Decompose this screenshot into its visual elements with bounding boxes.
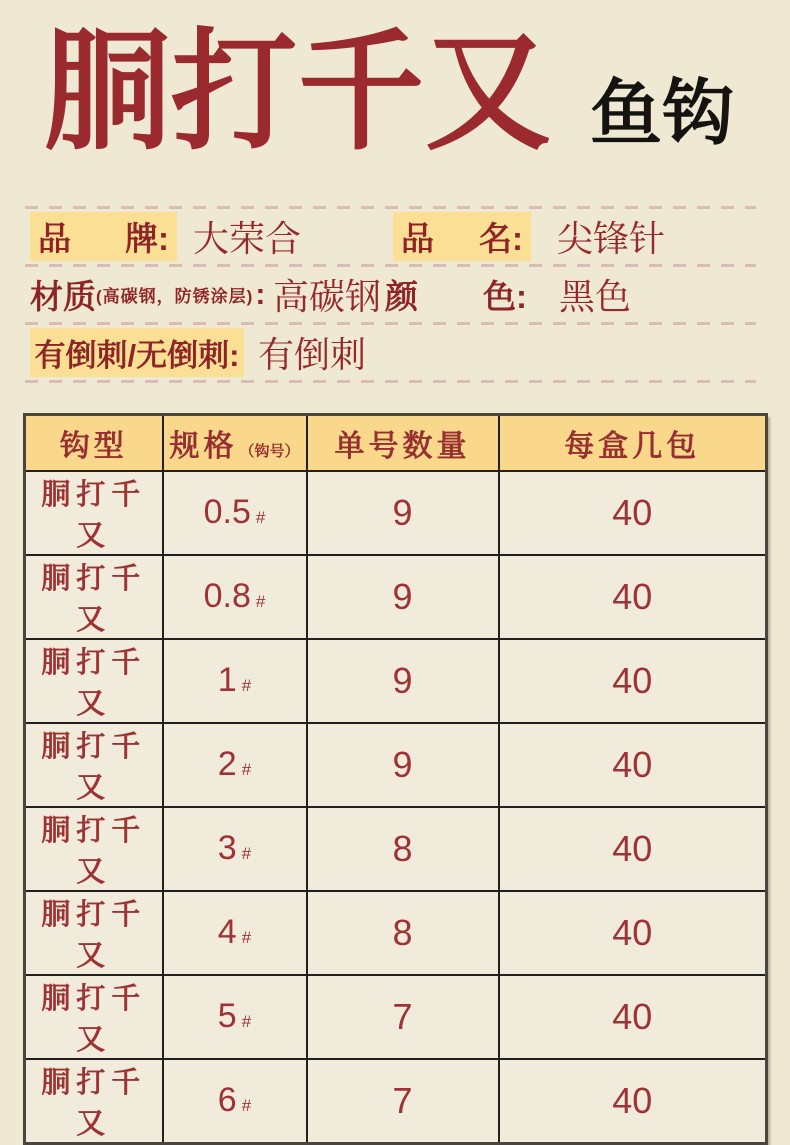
product-name-label-char: 名: <box>479 220 523 257</box>
cell-hook-type: 胴打千又 <box>25 975 163 1059</box>
color-label-char: 颜 <box>385 278 418 315</box>
brand-label-char: 品 <box>38 220 71 257</box>
spec-table <box>23 413 768 1145</box>
cell-size <box>163 555 307 639</box>
table-row <box>25 639 767 723</box>
barb-value: 有倒刺 <box>258 334 367 375</box>
header-packs: 每盒几包 <box>499 415 767 471</box>
cell-hook-type: 胴打千又 <box>25 1059 163 1144</box>
attribute-row-brand-name <box>0 209 790 264</box>
cell-hook-type: 胴打千又 <box>25 807 163 891</box>
attributes-section <box>0 206 790 383</box>
size-hash-mark: # <box>241 676 252 695</box>
size-hash-mark: # <box>241 1096 252 1115</box>
table-row <box>25 471 767 555</box>
color-label-char: 色: <box>483 278 527 315</box>
barb-label: 有倒刺/无倒刺: <box>30 328 244 377</box>
size-number: 2 <box>217 745 237 783</box>
product-name-value: 尖锋针 <box>557 218 666 259</box>
cell-size <box>163 891 307 975</box>
size-number: 0.5 <box>203 493 251 531</box>
product-title: 胴打千又 <box>44 18 552 166</box>
header-size-text: 规格 <box>169 429 238 463</box>
cell-size <box>163 1059 307 1144</box>
size-number: 4 <box>217 913 237 951</box>
attribute-row-material-color <box>0 267 790 322</box>
product-title-suffix: 鱼钩 <box>590 74 735 154</box>
material-value: 高碳钢 <box>273 276 382 317</box>
table-row <box>25 975 767 1059</box>
size-number: 0.8 <box>203 577 251 615</box>
table-row <box>25 807 767 891</box>
material-label-text: 材质 <box>30 278 96 315</box>
cell-packs: 40 <box>499 723 767 807</box>
material-label-colon: : <box>255 277 266 311</box>
header-qty: 单号数量 <box>307 415 499 471</box>
cell-hook-type: 胴打千又 <box>25 639 163 723</box>
size-hash-mark: # <box>241 760 252 779</box>
size-number: 1 <box>217 661 237 699</box>
size-number: 3 <box>217 829 237 867</box>
title-row <box>0 0 790 166</box>
header-size <box>163 415 307 471</box>
cell-qty: 9 <box>307 723 499 807</box>
size-number: 6 <box>217 1081 237 1119</box>
size-hash-mark: # <box>241 928 252 947</box>
material-label <box>30 271 267 318</box>
attribute-row-barb <box>0 325 790 380</box>
cell-packs: 40 <box>499 555 767 639</box>
table-row <box>25 1059 767 1144</box>
cell-qty: 8 <box>307 807 499 891</box>
size-hash-mark: # <box>241 844 252 863</box>
cell-qty: 7 <box>307 1059 499 1144</box>
cell-packs: 40 <box>499 891 767 975</box>
cell-qty: 8 <box>307 891 499 975</box>
material-label-note: (高碳钢，防锈涂层) <box>96 287 254 306</box>
brand-label-char: 牌: <box>125 220 169 257</box>
cell-hook-type: 胴打千又 <box>25 555 163 639</box>
color-label <box>385 271 527 318</box>
cell-size <box>163 975 307 1059</box>
cell-size <box>163 807 307 891</box>
table-row <box>25 555 767 639</box>
cell-size <box>163 723 307 807</box>
table-row <box>25 891 767 975</box>
cell-qty: 9 <box>307 471 499 555</box>
size-hash-mark: # <box>241 1012 252 1031</box>
spec-table-header-row <box>25 415 767 471</box>
cell-packs: 40 <box>499 639 767 723</box>
cell-packs: 40 <box>499 471 767 555</box>
cell-qty: 9 <box>307 555 499 639</box>
cell-qty: 7 <box>307 975 499 1059</box>
cell-size <box>163 471 307 555</box>
cell-hook-type: 胴打千又 <box>25 723 163 807</box>
size-hash-mark: # <box>255 508 266 527</box>
cell-hook-type: 胴打千又 <box>25 471 163 555</box>
dashed-divider <box>25 380 756 383</box>
cell-packs: 40 <box>499 975 767 1059</box>
product-name-label-char: 品 <box>401 220 434 257</box>
table-row <box>25 723 767 807</box>
color-value: 黑色 <box>559 276 632 317</box>
header-hook-type: 钩型 <box>25 415 163 471</box>
cell-packs: 40 <box>499 1059 767 1144</box>
header-size-note: （钩号） <box>239 442 300 460</box>
brand-value: 大荣合 <box>193 218 302 259</box>
brand-label <box>30 212 177 261</box>
cell-qty: 9 <box>307 639 499 723</box>
cell-hook-type: 胴打千又 <box>25 891 163 975</box>
cell-size <box>163 639 307 723</box>
product-name-label <box>393 212 531 261</box>
size-number: 5 <box>217 997 237 1035</box>
size-hash-mark: # <box>255 592 266 611</box>
cell-packs: 40 <box>499 807 767 891</box>
